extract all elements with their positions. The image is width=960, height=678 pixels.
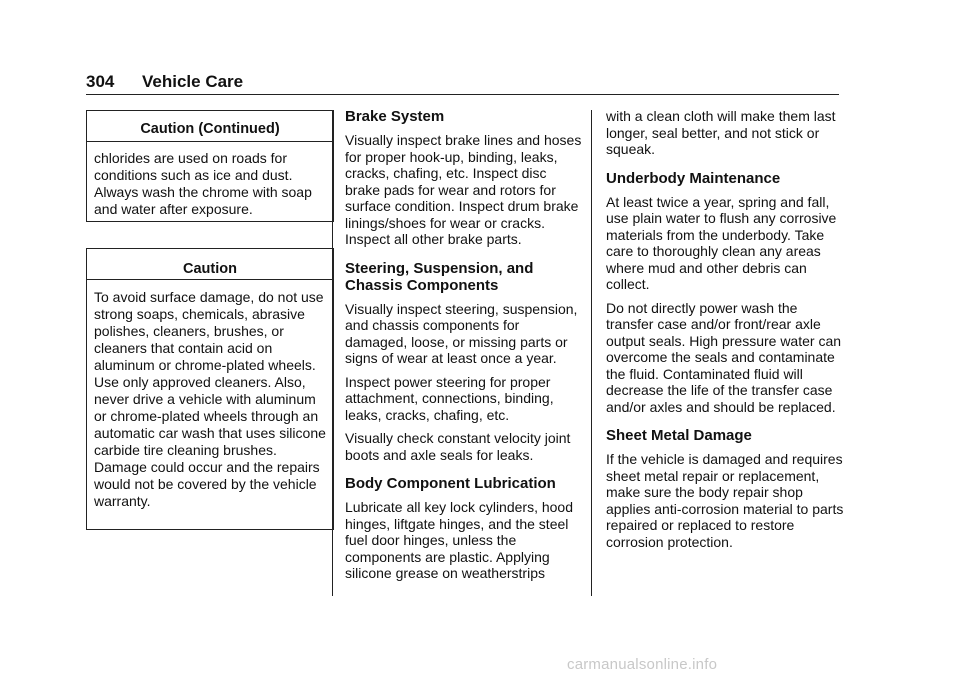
caution-continued-text: chlorides are used on roads for conditions such as ice and dust. Always wash the chrome with soap and water after exposure. <box>94 150 312 217</box>
watermark: carmanualsonline.info <box>567 656 718 673</box>
caution-continued-box <box>86 110 334 222</box>
column-divider-right <box>591 110 592 596</box>
lubrication-heading: Body Component Lubrication <box>345 475 556 492</box>
sheet-metal-text: If the vehicle is damaged and requires sheet metal repair or replacement, make sure the body repair shop applies anti-corrosion material to parts repaired or replaced to restore corrosion protection. <box>606 451 844 550</box>
caution-continued-caption: Caution (Continued) <box>87 111 333 142</box>
caution-box <box>86 248 334 530</box>
steering-text-3: Visually check constant velocity joint boots and axle seals for leaks. <box>345 430 571 463</box>
sheet-metal-heading: Sheet Metal Damage <box>606 427 752 444</box>
column-divider-left <box>332 110 333 596</box>
page-number: 304 <box>86 72 115 91</box>
caution-caption: Caution <box>87 249 333 280</box>
steering-text-1: Visually inspect steering, suspension, and chassis components for damaged, loose, or missing parts or signs of wear at least once a year. <box>345 300 578 366</box>
page-header <box>86 72 839 95</box>
underbody-text-2: Do not directly power wash the transfer case and/or front/rear axle output seals. High pressure water can overcome the seals and contaminate the fluid. Contaminated fluid will decrease the life of the transfer case and/or axles and should be replaced. <box>606 299 842 415</box>
lubrication-text-continued: with a clean cloth will make them last longer, seal better, and not stick or squeak. <box>606 108 836 157</box>
middle-column <box>345 108 585 589</box>
brake-system-heading: Brake System <box>345 108 445 125</box>
right-column <box>606 108 846 557</box>
caution-text: To avoid surface damage, do not use strong soaps, chemicals, abrasive polishes, cleaners, brushes, or cleaners that contain acid on aluminum or chrome-plated wheels. Use only approved cleaners. Also, never drive a vehicle with aluminum or chrome-plated wheels through an automatic car wash that uses silicone carbide tire cleaning brushes. Damage could occur and the repairs would not be covered by the vehicle warranty. <box>94 289 326 509</box>
underbody-heading: Underbody Maintenance <box>606 169 781 187</box>
underbody-text-1: At least twice a year, spring and fall, use plain water to flush any corrosive materials from the underbody. Take care to thoroughly clean any areas where mud and other debris can collect. <box>606 193 837 292</box>
brake-system-text: Visually inspect brake lines and hoses for proper hook-up, binding, leaks, cracks, chafing, etc. Inspect disc brake pads for wear and rotors for surface condition. Inspect drum brake linings/shoes for wear or cracks. Inspect all other brake parts. <box>345 132 582 247</box>
lubrication-text: Lubricate all key lock cylinders, hood hinges, liftgate hinges, and the steel fuel door hinges, unless the components are plastic. Applying silicone grease on weatherstrips <box>345 499 574 581</box>
steering-text-2: Inspect power steering for proper attachment, connections, binding, leaks, cracks, chafing, etc. <box>345 373 554 423</box>
section-title: Vehicle Care <box>142 72 244 91</box>
steering-heading: Steering, Suspension, and Chassis Components <box>345 259 534 294</box>
